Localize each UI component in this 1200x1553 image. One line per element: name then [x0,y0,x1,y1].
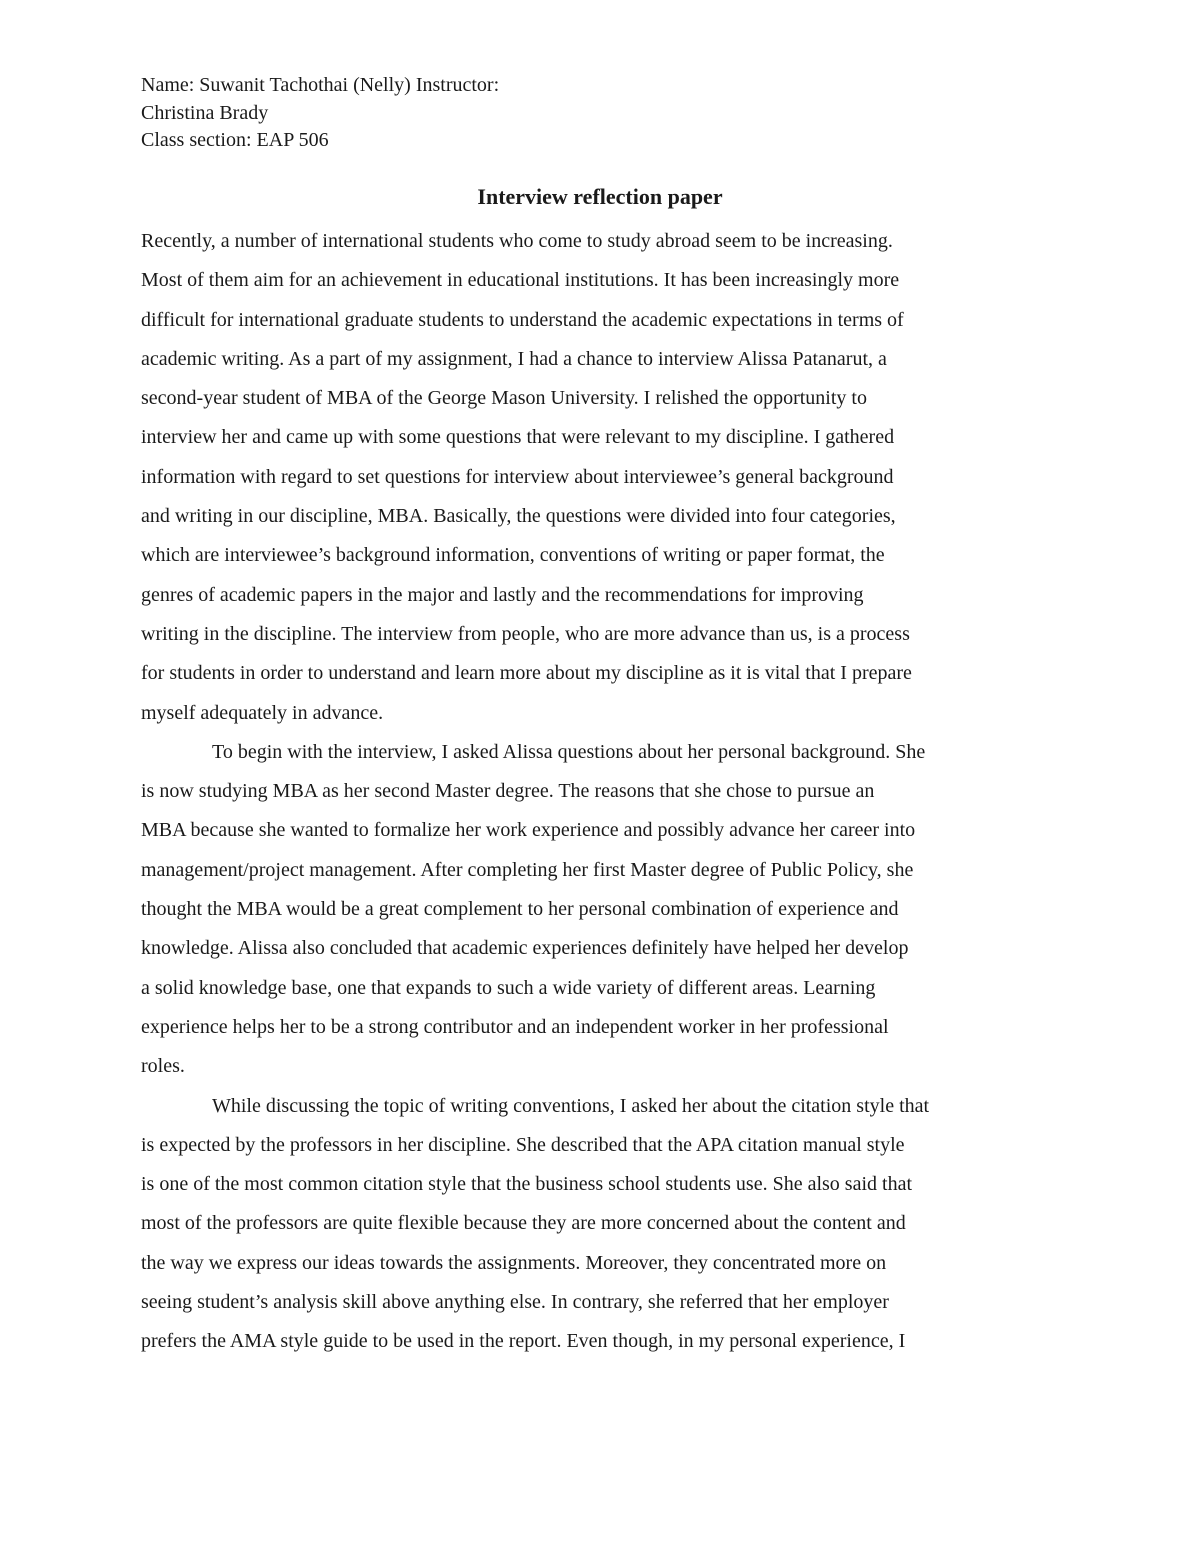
header-class-section-line: Class section: EAP 506 [141,129,329,151]
text-line: thought the MBA would be a great complement to her personal combination of experience and [141,898,899,921]
text-line: experience helps her to be a strong contributor and an independent worker in her professional [141,1015,889,1038]
text-line: is expected by the professors in her discipline. She described that the APA citation manual style [141,1133,905,1156]
header-block [141,72,1061,155]
text-line: genres of academic papers in the major and lastly and the recommendations for improving [141,583,864,606]
text-line: most of the professors are quite flexible because they are more concerned about the content and [141,1212,906,1235]
text-line: Recently, a number of international students who come to study abroad seem to be increasing. [141,230,893,252]
text-line: seeing student’s analysis skill above anything else. In contrary, she referred that her employer [141,1291,889,1314]
paragraph-3 [141,1087,1061,1362]
text-line: the way we express our ideas towards the assignments. Moreover, they concentrated more on [141,1251,887,1274]
text-line: prefers the AMA style guide to be used in the report. Even though, in my personal experience, I [141,1330,906,1353]
text-line: academic writing. As a part of my assignment, I had a chance to interview Alissa Patanarut, a [141,347,887,370]
text-line: myself adequately in advance. [141,701,384,724]
header-name-line: Name: Suwanit Tachothai (Nelly) Instructor: [141,74,500,96]
text-line: is now studying MBA as her second Master degree. The reasons that she chose to pursue an [141,780,875,803]
text-line: which are interviewee’s background information, conventions of writing or paper format, the [141,544,885,567]
text-line: and writing in our discipline, MBA. Basically, the questions were divided into four categories, [141,505,896,528]
text-line: second-year student of MBA of the George Mason University. I relished the opportunity to [141,387,867,410]
text-line: Most of them aim for an achievement in educational institutions. It has been increasingly more [141,269,900,292]
text-line: To begin with the interview, I asked Alissa questions about her personal background. She [212,740,926,763]
text-line: is one of the most common citation style that the business school students use. She also said that [141,1173,913,1196]
text-line: MBA because she wanted to formalize her work experience and possibly advance her career into [141,819,916,842]
text-line: management/project management. After completing her first Master degree of Public Policy, she [141,858,914,881]
paper-body [141,222,1061,1362]
paragraph-1 [141,222,1061,733]
text-line: a solid knowledge base, one that expands to such a wide variety of different areas. Learning [141,976,876,999]
header-instructor-line: Christina Brady [141,101,269,124]
text-line: roles. [141,1055,185,1078]
paragraph-2 [141,733,1061,1087]
text-line: writing in the discipline. The interview from people, who are more advance than us, is a process [141,622,910,645]
text-line: for students in order to understand and learn more about my discipline as it is vital that I prepare [141,662,912,685]
text-line: knowledge. Alissa also concluded that academic experiences definitely have helped her develop [141,937,909,960]
text-line: information with regard to set questions for interview about interviewee’s general background [141,465,894,488]
paper-title: Interview reflection paper [477,184,723,209]
text-line: While discussing the topic of writing conventions, I asked her about the citation style that [212,1094,930,1117]
text-line: difficult for international graduate students to understand the academic expectations in terms of [141,308,904,331]
text-line: interview her and came up with some questions that were relevant to my discipline. I gathered [141,426,895,449]
